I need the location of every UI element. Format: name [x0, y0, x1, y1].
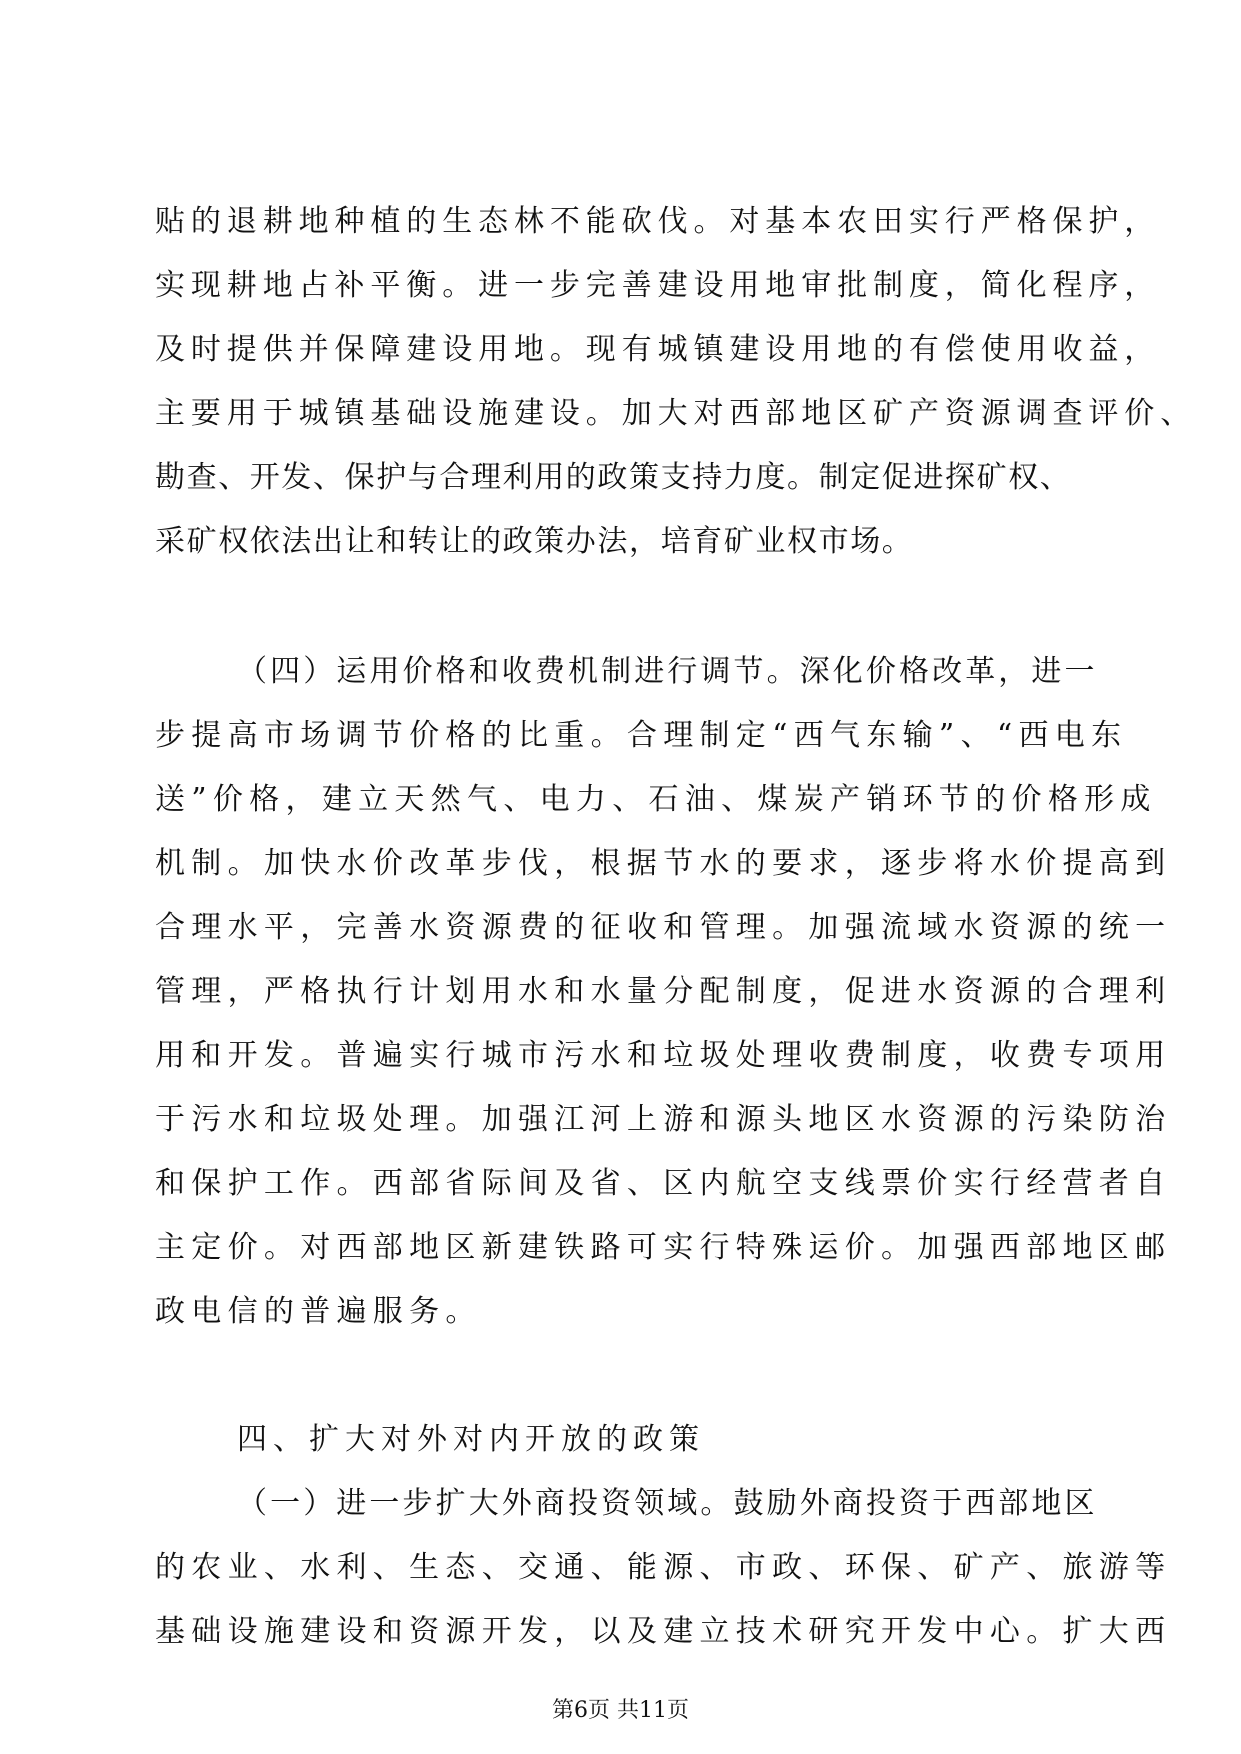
body-text-line: 贴的退耕地种植的生态林不能砍伐。对基本农田实行严格保护，	[155, 204, 1161, 239]
page-number-footer: 第6页 共11页	[552, 1698, 689, 1723]
body-text-line: 的农业、水利、生态、交通、能源、市政、环保、矿产、旅游等	[155, 1550, 1172, 1585]
body-text-line: 政电信的普遍服务。	[155, 1294, 482, 1329]
body-text-line: 主定价。对西部地区新建铁路可实行特殊运价。加强西部地区邮	[155, 1230, 1172, 1265]
section-heading: 四、扩大对外对内开放的政策	[237, 1422, 705, 1457]
body-text-line: 于污水和垃圾处理。加强江河上游和源头地区水资源的污染防治	[155, 1102, 1172, 1137]
body-text-line: 合理水平，完善水资源费的征收和管理。加强流域水资源的统一	[155, 910, 1172, 945]
body-text-line: 用和开发。普遍实行城市污水和垃圾处理收费制度，收费专项用	[155, 1038, 1172, 1073]
body-text-line: 实现耕地占补平衡。进一步完善建设用地审批制度，简化程序，	[155, 268, 1161, 303]
body-text-line: 及时提供并保障建设用地。现有城镇建设用地的有偿使用收益，	[155, 332, 1161, 367]
body-text-line: 和保护工作。西部省际间及省、区内航空支线票价实行经营者自	[155, 1166, 1172, 1201]
body-text-line: 采矿权依法出让和转让的政策办法，培育矿业权市场。	[155, 524, 914, 559]
body-text-line: 管理，严格执行计划用水和水量分配制度，促进水资源的合理利	[155, 974, 1172, 1009]
body-text-line: 主要用于城镇基础设施建设。加大对西部地区矿产资源调查评价、	[155, 396, 1197, 431]
paragraph-first-line: （四）运用价格和收费机制进行调节。深化价格改革，进一	[237, 654, 1098, 689]
body-text-line: 机制。加快水价改革步伐，根据节水的要求，逐步将水价提高到	[155, 846, 1172, 881]
body-text-line: 送”价格，建立天然气、电力、石油、煤炭产销环节的价格形成	[155, 782, 1157, 817]
body-text-line: 基础设施建设和资源开发，以及建立技术研究开发中心。扩大西	[155, 1614, 1172, 1649]
paragraph-first-line: （一）进一步扩大外商投资领域。鼓励外商投资于西部地区	[237, 1486, 1098, 1521]
body-text-line: 步提高市场调节价格的比重。合理制定“西气东输”、“西电东	[155, 718, 1128, 753]
body-text-line: 勘查、开发、保护与合理利用的政策支持力度。制定促进探矿权、	[155, 460, 1072, 495]
